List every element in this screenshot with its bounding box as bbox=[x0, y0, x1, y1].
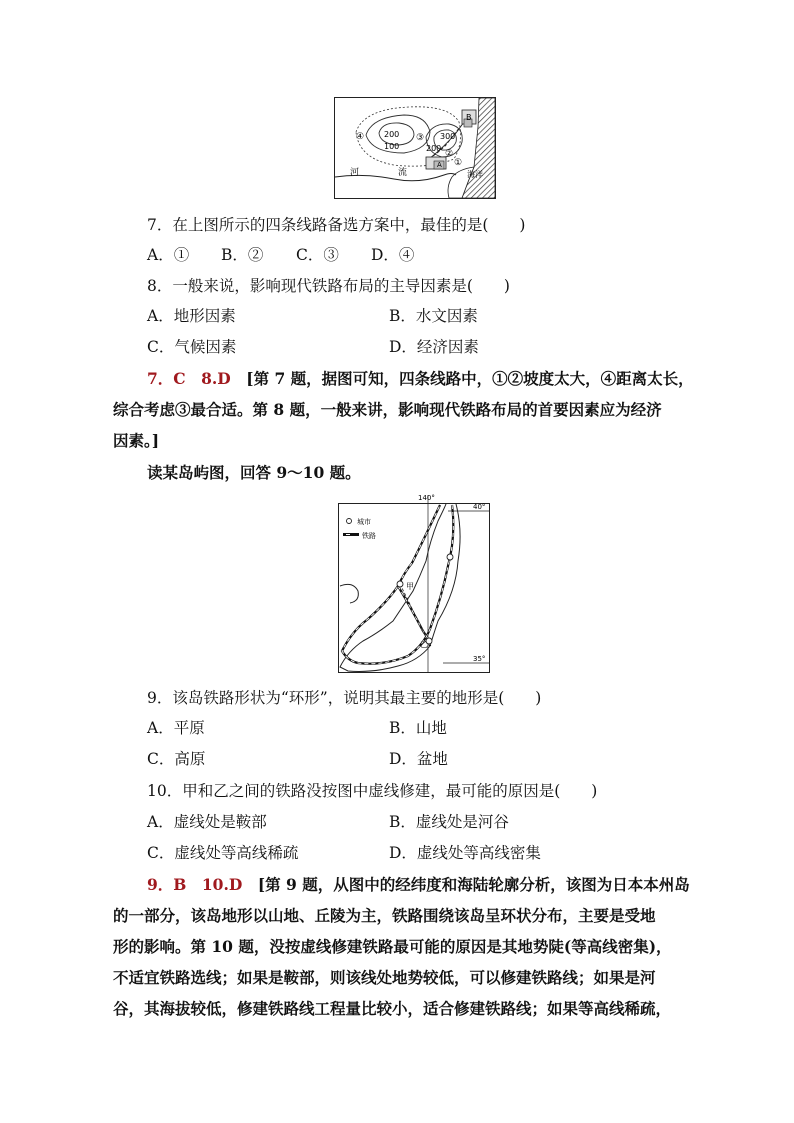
river-label-2: 流 bbox=[398, 168, 408, 178]
answer-9-10-line-5: 谷，其海拔较低，修建铁路线工程量比较小，适合修建铁路线；如果等高线稀疏， bbox=[113, 999, 672, 1018]
label-a: A bbox=[437, 161, 442, 169]
legend-rail-icon bbox=[343, 533, 359, 536]
q8-option-a: A．地形因素 bbox=[147, 307, 236, 325]
q8-stem: 8．一般来说，影响现代铁路布局的主导因素是( ) bbox=[147, 277, 510, 295]
answer-9-10-text-1: [第 9 题，从图中的经纬度和海陆轮廓分析，该图为日本本州岛 bbox=[257, 875, 690, 894]
answer-7-8-line-3: 因素。] bbox=[113, 431, 160, 450]
answer-9-10-line-3: 形的影响。第 10 题，没按虚线修建铁路最可能的原因是其地势陡(等高线密集)， bbox=[113, 937, 672, 956]
q9-option-a: A．平原 bbox=[147, 719, 205, 737]
label-b: B bbox=[466, 113, 472, 122]
contour-label-200-right: 200 bbox=[426, 144, 442, 153]
river-label-1: 河 bbox=[350, 168, 360, 178]
route-contour-map bbox=[334, 97, 496, 199]
q8-option-b: B．水文因素 bbox=[389, 307, 478, 325]
island-railway-map bbox=[338, 491, 490, 673]
q9-option-d: D．盆地 bbox=[389, 750, 448, 768]
route-label-2: ② bbox=[445, 149, 454, 159]
q7-option-a: A．① bbox=[147, 246, 190, 264]
q10-option-d: D．虚线处等高线密集 bbox=[389, 844, 541, 862]
answer-9-10-line-4: 不适宜铁路选线；如果是鞍部，则该线处地势较低，可以修建铁路线；如果是河 bbox=[113, 968, 656, 987]
reading-intro: 读某岛屿图，回答 9～10 题。 bbox=[147, 463, 361, 482]
city-jia bbox=[397, 581, 403, 587]
legend-city-label: 城市 bbox=[357, 518, 371, 526]
q9-option-b: B．山地 bbox=[389, 719, 447, 737]
latitude-40-label: 40° bbox=[473, 503, 486, 511]
q10-option-b: B．虚线处是河谷 bbox=[389, 813, 509, 831]
q8-option-c: C．气候因素 bbox=[147, 338, 237, 356]
answer-7-8-line-2: 综合考虑③最合适。第 8 题，一般来讲，影响现代铁路布局的首要因素应为经济 bbox=[113, 400, 662, 419]
q10-option-c: C．虚线处等高线稀疏 bbox=[147, 844, 299, 862]
label-yi: 乙 bbox=[420, 640, 428, 649]
q9-option-c: C．高原 bbox=[147, 750, 206, 768]
answer-9-10-line-1 bbox=[147, 875, 690, 895]
q9-stem: 9．该岛铁路形状为“环形”，说明其最主要的地形是( ) bbox=[147, 689, 542, 707]
contour-label-200-left: 200 bbox=[384, 130, 400, 139]
latitude-35-label: 35° bbox=[473, 655, 486, 663]
q10-option-a: A．虚线处是鞍部 bbox=[147, 813, 267, 831]
legend-city-icon bbox=[347, 519, 352, 524]
answer-7-8-text-1: [第 7 题，据图可知，四条线路中，①②坡度太大，④距离太长， bbox=[246, 369, 694, 388]
longitude-label: 140° bbox=[418, 494, 435, 502]
legend-rail-label: 铁路 bbox=[362, 532, 376, 540]
route-label-1: ① bbox=[454, 158, 463, 168]
contour-label-100: 100 bbox=[384, 142, 400, 151]
q10-stem: 10．甲和乙之间的铁路没按图中虚线修建，最可能的原因是( ) bbox=[147, 782, 598, 800]
city-north bbox=[447, 554, 453, 560]
route-label-3: ③ bbox=[416, 133, 425, 143]
route-label-4: ④ bbox=[356, 132, 365, 142]
answer-7-8-key: 7．C 8.D bbox=[147, 369, 231, 388]
q7-option-b: B．② bbox=[221, 246, 264, 264]
answer-7-8-line-1 bbox=[147, 369, 694, 389]
q8-option-d: D．经济因素 bbox=[389, 338, 479, 356]
label-jia: 甲 bbox=[406, 582, 414, 591]
contour-label-300: 300 bbox=[440, 132, 456, 141]
q7-option-c: C．③ bbox=[296, 246, 339, 264]
q7-stem: 7．在上图所示的四条线路备选方案中，最佳的是( ) bbox=[147, 216, 526, 234]
sea-label: 海洋 bbox=[467, 170, 483, 179]
answer-9-10-key: 9．B 10.D bbox=[147, 875, 243, 894]
q7-option-d: D．④ bbox=[371, 246, 415, 264]
answer-9-10-line-2: 的一部分，该岛地形以山地、丘陵为主，铁路围绕该岛呈环状分布，主要是受地 bbox=[113, 906, 656, 925]
